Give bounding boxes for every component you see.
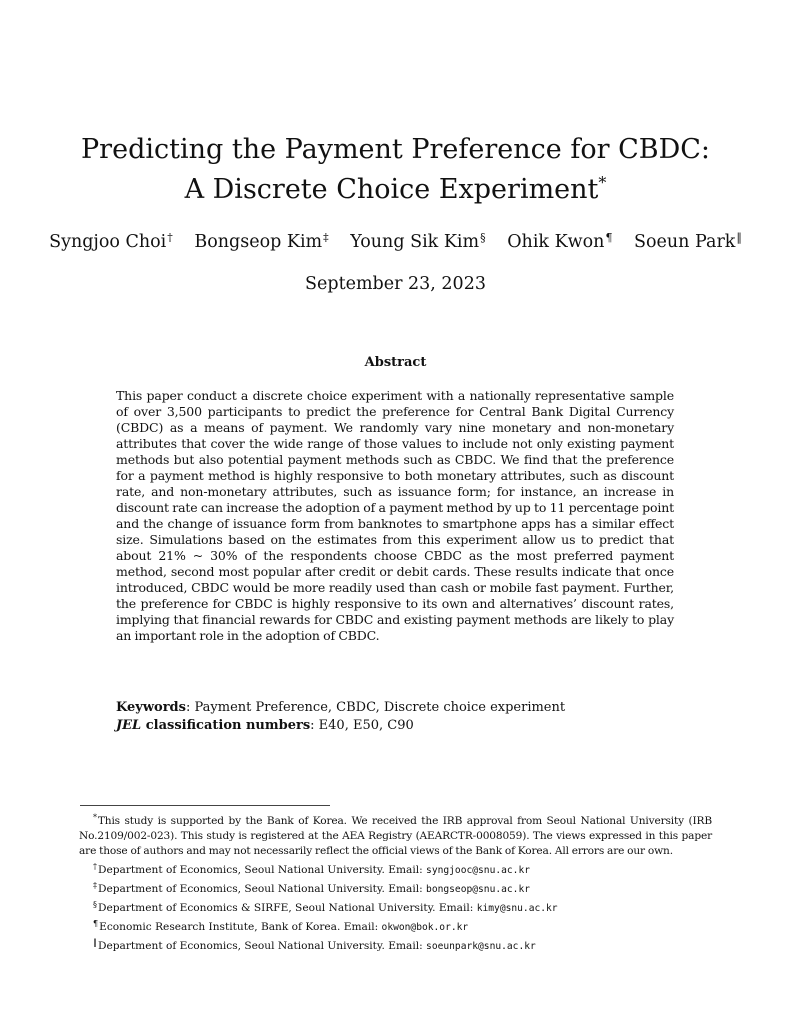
email-address: syngjooc@snu.ac.kr (426, 865, 531, 876)
jel-label-italic: JEL (116, 718, 142, 733)
title-line-2-text: A Discrete Choice Experiment (184, 174, 599, 205)
footnote-mark: ‖ (93, 938, 97, 947)
footnote-affiliation (79, 878, 712, 897)
paper-title (0, 133, 791, 206)
jel-value: : E40, E50, C90 (310, 718, 414, 733)
publication-date: September 23, 2023 (305, 274, 486, 294)
author-name: Bongseop Kim (194, 232, 323, 252)
author (507, 232, 612, 252)
title-line-1: Predicting the Payment Preference for CBDC: (81, 134, 710, 165)
footnote-affiliation (79, 859, 712, 878)
keywords-line (116, 699, 674, 717)
author (49, 232, 173, 252)
author-name: Ohik Kwon (507, 232, 605, 252)
keywords-block (116, 699, 674, 735)
author-list (0, 226, 791, 254)
footnote-mark: § (93, 900, 97, 909)
email-address: kimy@snu.ac.kr (476, 903, 558, 914)
keywords-value: : Payment Preference, CBDC, Discrete choice experiment (185, 700, 566, 715)
footnote-mark: * (93, 813, 97, 822)
author-name: Syngjoo Choi (49, 232, 167, 252)
author (634, 232, 742, 252)
footnote-mark: ¶ (93, 919, 99, 928)
author-name: Soeun Park (634, 232, 736, 252)
author-name: Young Sik Kim (350, 232, 480, 252)
email-address: okwon@bok.or.kr (381, 922, 469, 933)
footnotes (79, 810, 712, 954)
affiliation-text: Economic Research Institute, Bank of Korea. Email: (99, 921, 382, 933)
footnote-affiliation (79, 935, 712, 954)
abstract-body: This paper conduct a discrete choice experiment with a nationally representative sample of over 3,500 participants to predict the preference for Central Bank Digital Currency (CBDC) as a means of payment. We randomly vary nine monetary and non-monetary attributes that cover the wide range of those values to include not only existing payment methods but also potential payment methods such as CBDC. We find that the preference for a payment method is highly responsive to both monetary attributes, such as discount rate, and non-monetary attributes, such as issuance form; for instance, an increase in discount rate can increase the adoption of a payment method by up to 11 percentage point and the change of issuance form from banknotes to smartphone apps has a similar effect size. Simulations based on the estimates from this experiment allow us to predict that about 21% ~ 30% of the respondents choose CBDC as the most preferred payment method, second most popular after credit or debit cards. These results indicate that once introduced, CBDC would be more readily used than cash or mobile fast payment. Further, the preference for CBDC is highly responsive to its own and alternatives’ discount rates, implying that financial rewards for CBDC and existing payment methods are likely to play an important role in the adoption of CBDC. (116, 388, 674, 643)
author (350, 232, 485, 252)
footnote-funding-text: This study is supported by the Bank of Korea. We received the IRB approval from Seoul National University (IRB No.2109/002-023). This study is registered at the AEA Registry (AEARCTR-0008059). The views expressed in this paper are those of authors and may not necessarily reflect the official views of the Bank of Korea. All errors are our own. (79, 815, 712, 857)
jel-label-rest: classification numbers (141, 718, 311, 733)
title-footnote-mark: * (598, 173, 607, 192)
title-line-2 (0, 166, 791, 206)
keywords-label: Keywords (116, 700, 186, 715)
jel-line (116, 717, 674, 735)
footnote-affiliation (79, 916, 712, 935)
abstract-heading: Abstract (364, 355, 427, 370)
affiliation-text: Department of Economics, Seoul National University. Email: (98, 883, 427, 895)
footnote-mark: † (93, 862, 97, 871)
email-address: bongseop@snu.ac.kr (426, 884, 531, 895)
affiliation-text: Department of Economics, Seoul National University. Email: (98, 940, 427, 952)
author-mark: † (167, 231, 173, 244)
author-mark: § (480, 231, 486, 244)
email-address: soeunpark@snu.ac.kr (426, 941, 536, 952)
affiliation-text: Department of Economics, Seoul National University. Email: (98, 864, 427, 876)
author-mark: ¶ (605, 231, 613, 244)
footnote-funding (79, 810, 712, 859)
author-mark: ‖ (736, 231, 742, 244)
author (194, 232, 328, 252)
footnote-mark: ‡ (93, 881, 97, 890)
author-mark: ‡ (323, 231, 329, 244)
footnote-rule (80, 805, 330, 806)
footnote-affiliation (79, 897, 712, 916)
affiliation-text: Department of Economics & SIRFE, Seoul National University. Email: (98, 902, 477, 914)
